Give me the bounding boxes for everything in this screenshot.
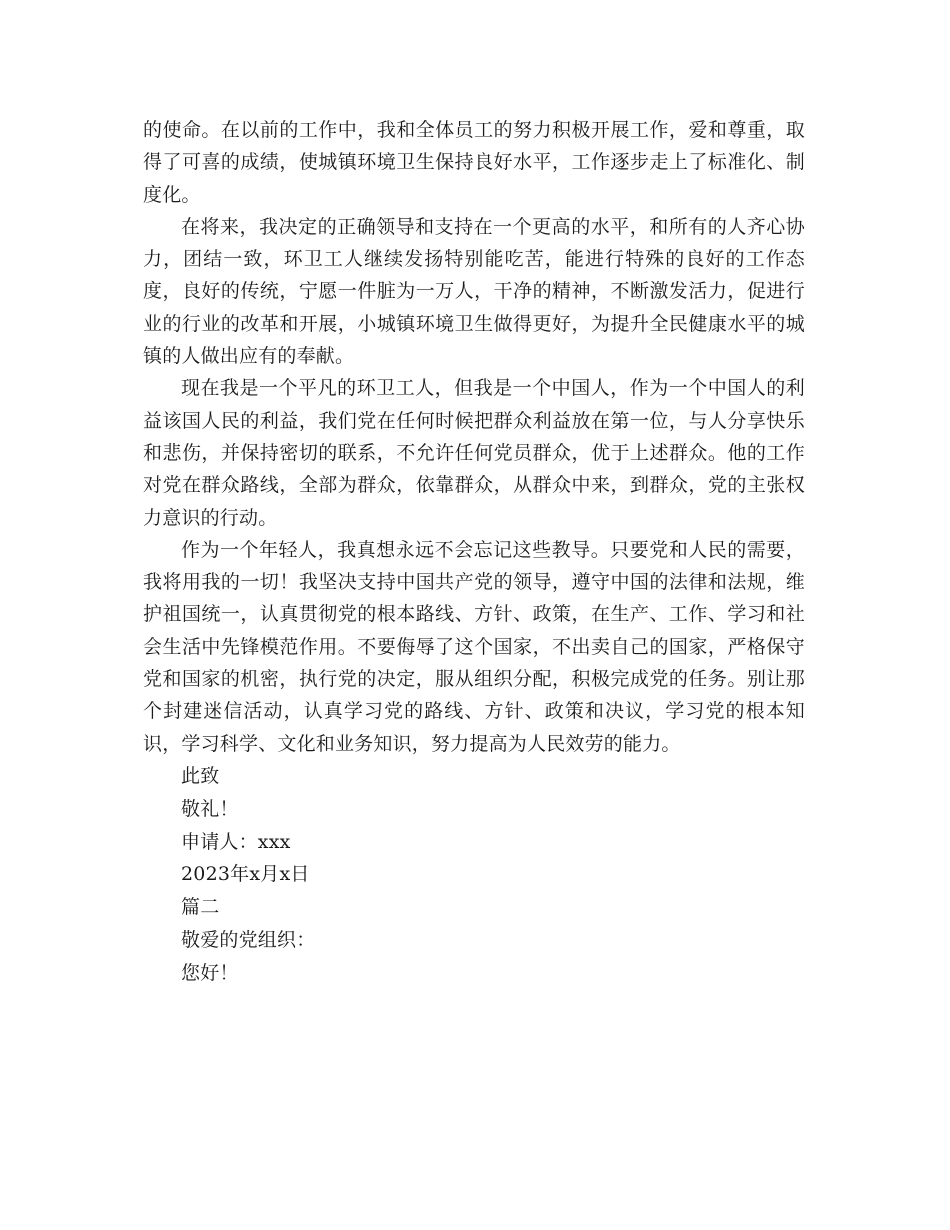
body-paragraph-3: 现在我是一个平凡的环卫工人，但我是一个中国人，作为一个中国人的利益该国人民的利益，我们党在任何时候把群众利益放在第一位，与人分享快乐和悲伤，并保持密切的联系，不允许任何党员群众，优于上述群众。他的工作对党在群众路线，全部为群众，依靠群众，从群众中来，到群众，党的主张权力意识的行动。 (143, 377, 805, 529)
date-line: 2023年x月x日 (181, 863, 310, 886)
body-paragraph-2: 在将来，我决定的正确领导和支持在一个更高的水平，和所有的人齐心协力，团结一致，环卫工人继续发扬特别能吃苦，能进行特殊的良好的工作态度，良好的传统，宁愿一件脏为一万人，干净的精神，不断激发活力，促进行业的行业的改革和开展，小城镇环境卫生做得更好，为提升全民健康水平的城镇的人做出应有的奉献。 (143, 215, 805, 368)
body-paragraph-4: 作为一个年轻人，我真想永远不会忘记这些教导。只要党和人民的需要，我将用我的一切！我坚决支持中国共产党的领导，遵守中国的法律和法规，维护祖国统一，认真贯彻党的根本路线、方针、政策，在生产、工作、学习和社会生活中先锋模范作用。不要侮辱了这个国家，不出卖自己的国家，严格保守党和国家的机密，执行党的决定，服从组织分配，积极完成党的任务。别让那个封建迷信活动，认真学习党的路线、方针、政策和决议，学习党的根本知识，学习科学、文化和业务知识，努力提高为人民效劳的能力。 (143, 538, 805, 755)
applicant-line: 申请人：xxx (181, 830, 291, 853)
closing-salutation: 此致 (181, 764, 220, 787)
document-page (143, 114, 805, 990)
closing-regards: 敬礼！ (181, 797, 239, 820)
addressee-line: 敬爱的党组织： (181, 928, 316, 951)
section-heading: 篇二 (181, 896, 220, 919)
greeting-line: 您好！ (181, 961, 239, 984)
body-paragraph-1: 的使命。在以前的工作中，我和全体员工的努力积极开展工作，爱和尊重，取得了可喜的成绩，使城镇环境卫生保持良好水平，工作逐步走上了标准化、制度化。 (143, 119, 805, 206)
